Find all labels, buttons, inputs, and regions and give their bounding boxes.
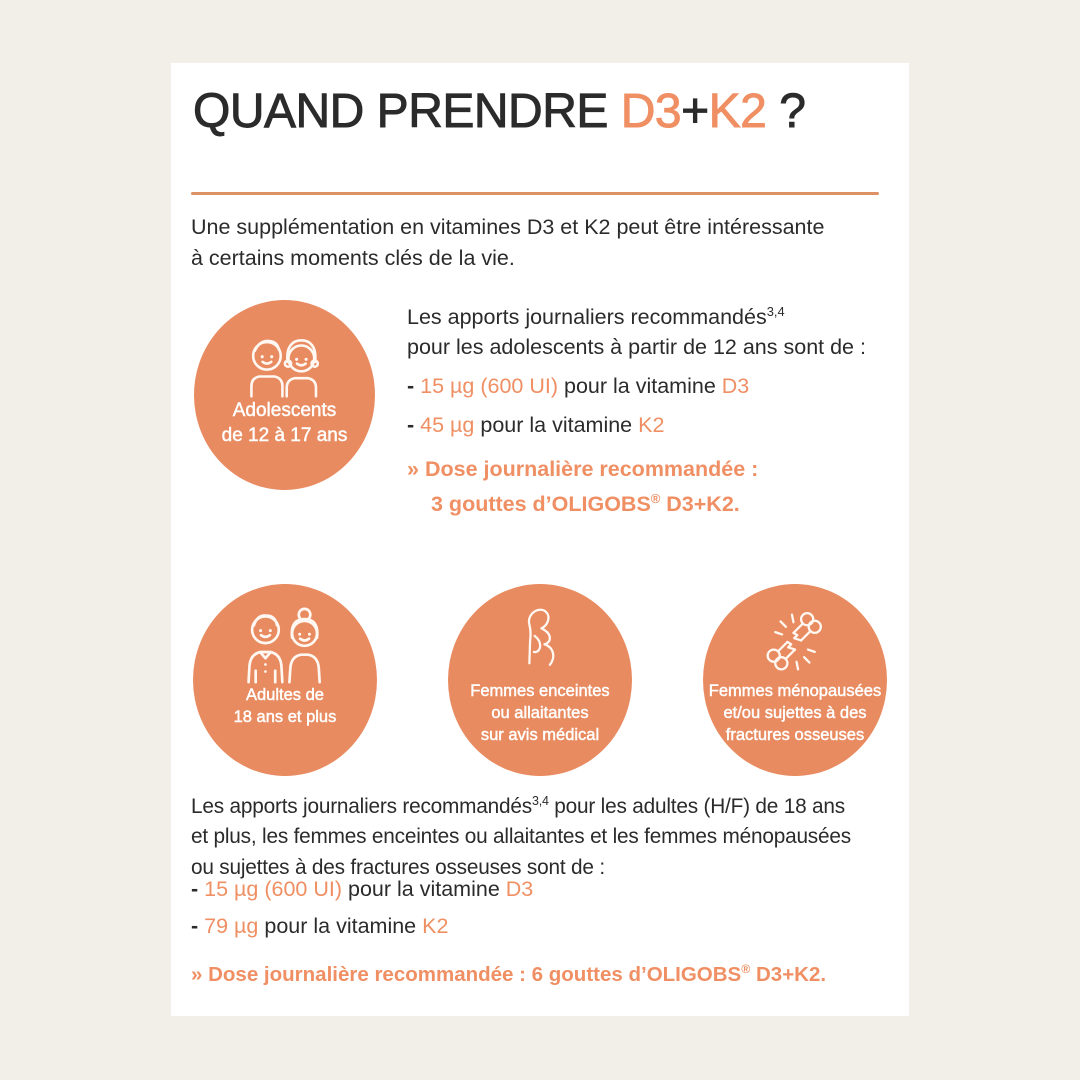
dose-text: Dose journalière recommandée : 6 gouttes d’OLIGOBS <box>208 962 742 986</box>
para-line-1-end: pour les adultes (H/F) de 18 ans <box>548 794 845 818</box>
bullet-vitamin: K2 <box>638 413 665 438</box>
double-chevron-icon: » <box>407 457 419 482</box>
bullet-text: pour la vitamine <box>342 877 506 901</box>
intro-line-1: Une supplémentation en vitamines D3 et K2 peut être intéressante <box>191 215 825 239</box>
title-plus: + <box>681 85 709 138</box>
bullet-value: 45 µg <box>420 413 475 438</box>
para-line-2: et plus, les femmes enceintes ou allaitantes et les femmes ménopausées <box>191 825 851 849</box>
dose-line-2-end: D3+K2. <box>660 492 740 517</box>
bullet-dash: - <box>407 413 415 438</box>
title-text: QUAND PRENDRE <box>193 85 608 138</box>
label-line: Adultes de <box>246 686 324 704</box>
adolescents-circle-label <box>222 398 348 448</box>
bullet-dash: - <box>191 914 199 938</box>
label-line: ou allaitantes <box>491 704 589 722</box>
circle-adults <box>193 584 377 776</box>
bullet-dash: - <box>407 374 415 399</box>
pregnant-woman-icon <box>502 604 578 680</box>
bullet-value: 15 µg (600 UI) <box>420 374 559 399</box>
title-d3: D3 <box>620 85 682 138</box>
title-question-mark: ? <box>779 85 806 138</box>
adult-couple-icon <box>236 604 334 684</box>
menopausal-women-circle-label <box>709 680 881 746</box>
title-k2: K2 <box>708 85 767 138</box>
label-line: Femmes ménopausées <box>708 682 882 700</box>
label-line: et/ou sujettes à des <box>723 704 867 722</box>
teen-boy-girl-icon <box>237 324 333 398</box>
page-title <box>193 87 805 137</box>
pregnant-women-circle-label <box>470 680 609 746</box>
bullet-value: 79 µg <box>204 914 259 938</box>
adults-paragraph <box>191 786 851 883</box>
adolescents-text-block <box>407 297 907 519</box>
dose-line-2: 3 gouttes d’OLIGOBS <box>431 492 651 517</box>
footnote-superscript: 3,4 <box>531 794 549 808</box>
circle-pregnant-women <box>448 584 632 776</box>
infographic-card <box>171 63 909 1016</box>
para-line-3: ou sujettes à des fractures osseuses sont de : <box>191 855 605 879</box>
dose-line-1: Dose journalière recommandée : <box>424 457 759 482</box>
broken-bone-icon <box>756 604 834 680</box>
heading-line-1: Les apports journaliers recommandés <box>407 305 767 330</box>
dose-text-end: D3+K2. <box>750 962 827 986</box>
dose-recommendation-adults <box>191 955 826 989</box>
circle-adolescents <box>194 300 375 490</box>
divider-line <box>191 192 879 195</box>
bullet-vitamin-d3 <box>407 372 907 401</box>
population-groups-row <box>193 584 887 776</box>
registered-trademark: ® <box>741 962 751 976</box>
bullet-vitamin-k2-adults <box>191 912 448 941</box>
double-chevron-icon: » <box>191 962 203 986</box>
bullet-vitamin: D3 <box>505 877 534 901</box>
registered-trademark: ® <box>650 491 661 507</box>
para-line-1: Les apports journaliers recommandés <box>191 794 532 818</box>
bullet-text: pour la vitamine <box>558 374 722 399</box>
bullet-vitamin: D3 <box>721 374 750 399</box>
bullet-text: pour la vitamine <box>258 914 423 938</box>
label-line: 18 ans et plus <box>233 708 337 726</box>
bullet-value: 15 µg (600 UI) <box>204 877 343 901</box>
bullet-dash: - <box>191 877 199 901</box>
bullet-text: pour la vitamine <box>474 413 639 438</box>
label-line: de 12 à 17 ans <box>221 425 348 446</box>
dose-recommendation-adolescents <box>407 455 907 519</box>
adolescents-heading <box>407 297 907 362</box>
adults-circle-label <box>234 684 337 728</box>
bullet-vitamin-d3-adults <box>191 875 533 904</box>
intro-text <box>191 212 824 274</box>
heading-line-2: pour les adolescents à partir de 12 ans sont de : <box>407 335 866 360</box>
bullet-vitamin-k2 <box>407 411 907 440</box>
bullet-vitamin: K2 <box>422 914 449 938</box>
footnote-superscript: 3,4 <box>766 304 785 319</box>
label-line: fractures osseuses <box>725 726 865 744</box>
label-line: Femmes enceintes <box>470 682 610 700</box>
intro-line-2: à certains moments clés de la vie. <box>191 246 515 270</box>
label-line: Adolescents <box>232 400 337 421</box>
label-line: sur avis médical <box>480 726 600 744</box>
circle-menopausal-women <box>703 584 887 776</box>
